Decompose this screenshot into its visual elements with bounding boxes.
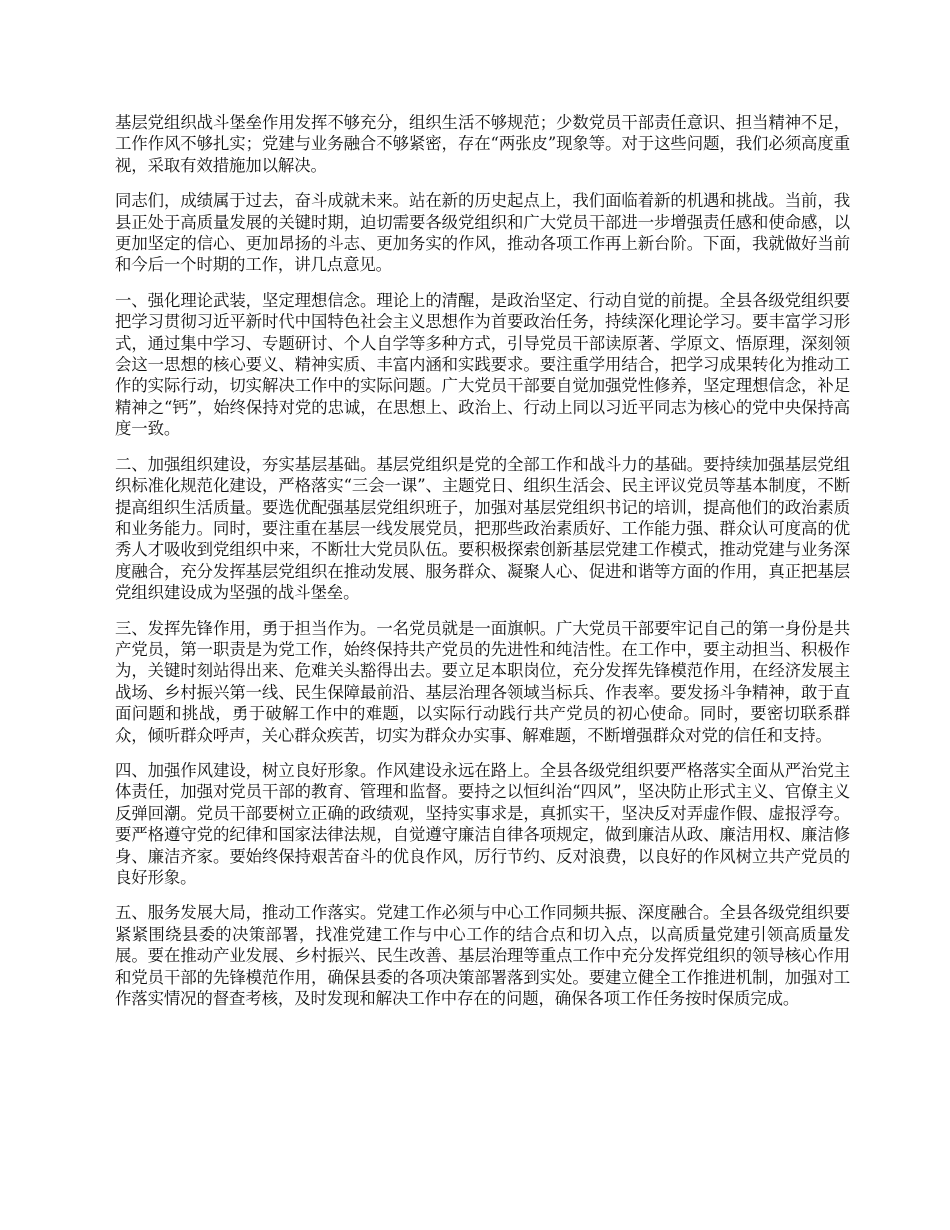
paragraph-point-3-vanguard: 三、发挥先锋作用，勇于担当作为。一名党员就是一面旗帜。广大党员干部要牢记自己的第一身份是共产党员，第一职责是为党工作，始终保持共产党员的先进性和纯洁性。在工作中，要主动担当、积极作为，关键时刻站得出来、危难关头豁得出去。要立足本职岗位，充分发挥先锋模范作用，在经济发展主战场、乡村振兴第一线、民生保障最前沿、基层治理各领域当标兵、作表率。要发扬斗争精神，敢于直面问题和挑战，勇于破解工作中的难题，以实际行动践行共产党员的初心使命。同时，要密切联系群众，倾听群众呼声，关心群众疾苦，切实为群众办实事、解难题，不断增强群众对党的信任和支持。 [115, 618, 850, 745]
paragraph-point-1-theory: 一、强化理论武装，坚定理想信念。理论上的清醒，是政治坚定、行动自觉的前提。全县各级党组织要把学习贯彻习近平新时代中国特色社会主义思想作为首要政治任务，持续深化理论学习。要丰富学习形式，通过集中学习、专题研讨、个人自学等多种方式，引导党员干部读原著、学原文、悟原理，深刻领会这一思想的核心要义、精神实质、丰富内涵和实践要求。要注重学用结合，把学习成果转化为推动工作的实际行动，切实解决工作中的实际问题。广大党员干部要自觉加强党性修养，坚定理想信念，补足精神之“钙”，始终保持对党的忠诚，在思想上、政治上、行动上同以习近平同志为核心的党中央保持高度一致。 [115, 290, 850, 439]
paragraph-point-4-style: 四、加强作风建设，树立良好形象。作风建设永远在路上。全县各级党组织要严格落实全面从严治党主体责任，加强对党员干部的教育、管理和监督。要持之以恒纠治“四风”，坚决防止形式主义、官僚主义反弹回潮。党员干部要树立正确的政绩观，坚持实事求是，真抓实干，坚决反对弄虚作假、虚报浮夸。要严格遵守党的纪律和国家法律法规，自觉遵守廉洁自律各项规定，做到廉洁从政、廉洁用权、廉洁修身、廉洁齐家。要始终保持艰苦奋斗的优良作风，厉行节约、反对浪费，以良好的作风树立共产党员的良好形象。 [115, 760, 850, 887]
paragraph-transition: 同志们，成绩属于过去，奋斗成就未来。站在新的历史起点上，我们面临着新的机遇和挑战。当前，我县正处于高质量发展的关键时期，迫切需要各级党组织和广大党员干部进一步增强责任感和使命感，以更加坚定的信心、更加昂扬的斗志、更加务实的作风，推动各项工作再上新台阶。下面，我就做好当前和今后一个时期的工作，讲几点意见。 [115, 191, 850, 275]
paragraph-point-2-organization: 二、加强组织建设，夯实基层基础。基层党组织是党的全部工作和战斗力的基础。要持续加强基层党组织标准化规范化建设，严格落实“三会一课”、主题党日、组织生活会、民主评议党员等基本制度，不断提高组织生活质量。要选优配强基层党组织班子，加强对基层党组织书记的培训，提高他们的政治素质和业务能力。同时，要注重在基层一线发展党员，把那些政治素质好、工作能力强、群众认可度高的优秀人才吸收到党组织中来，不断壮大党员队伍。要积极探索创新基层党建工作模式，推动党建与业务深度融合，充分发挥基层党组织在推动发展、服务群众、凝聚人心、促进和谐等方面的作用，真正把基层党组织建设成为坚强的战斗堡垒。 [115, 454, 850, 603]
document-body [115, 112, 850, 1023]
paragraph-problems: 基层党组织战斗堡垒作用发挥不够充分，组织生活不够规范；少数党员干部责任意识、担当精神不足，工作作风不够扎实；党建与业务融合不够紧密，存在“两张皮”现象等。对于这些问题，我们必须高度重视，采取有效措施加以解决。 [115, 113, 850, 175]
paragraph-point-5-development: 五、服务发展大局，推动工作落实。党建工作必须与中心工作同频共振、深度融合。全县各级党组织要紧紧围绕县委的决策部署，找准党建工作与中心工作的结合点和切入点，以高质量党建引领高质量发展。要在推动产业发展、乡村振兴、民生改善、基层治理等重点工作中充分发挥党组织的领导核心作用和党员干部的先锋模范作用，确保县委的各项决策部署落到实处。要建立健全工作推进机制，加强对工作落实情况的督查考核，及时发现和解决工作中存在的问题，确保各项工作任务按时保质完成。 [115, 903, 850, 1009]
